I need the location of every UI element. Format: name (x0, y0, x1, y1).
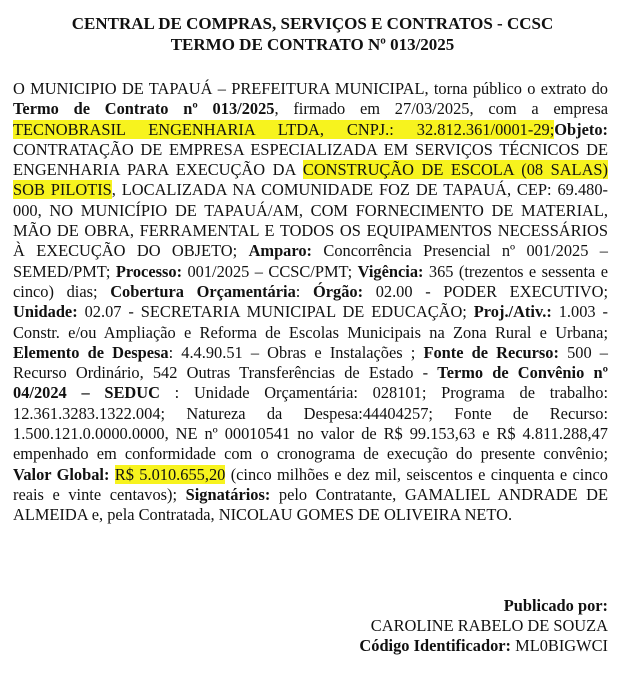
signed-text: , firmado em 27/03/2025, com a empresa (274, 99, 608, 119)
projativ-text: 1.003 - Constr. e/ou Ampliação e Reforma de Escolas Municipais na Zona Rural e Urbana; (13, 302, 608, 342)
identifier-line (359, 636, 608, 656)
cobertura-sep: : (295, 281, 313, 301)
company-highlight: TECNOBRASIL ENGENHARIA LTDA, CNPJ.: 32.812.361/0001-29 (13, 119, 550, 139)
valor-highlight: R$ 5.010.655,20 (114, 464, 226, 484)
objeto-label: Objeto: (554, 119, 608, 139)
projativ-label: Proj./Ativ.: (473, 302, 552, 322)
unidade-label: Unidade: (13, 302, 78, 322)
convenio-text: : Unidade Orçamentária: 028101; Programa de trabalho: 12.361.3283.1322.004; Natureza da Despesa:44404257; Fonte de Recurso: 1.500.121.0.0000.0000, NE nº 00010541 no valor de R$ 99.153,63 e R$ 4.811.288,47 empenhado em conformidade com o cronograma de execução do presente convênio; (13, 383, 608, 464)
valor-space (109, 465, 114, 484)
valor-text: (cinco milhões e dez mil, seiscentos e cinquenta e cinco reais e vinte centavos); (13, 464, 608, 504)
orgao-text: 02.00 - PODER EXECUTIVO; (363, 281, 609, 301)
signature-block (359, 596, 608, 656)
valor-label: Valor Global: (13, 464, 110, 484)
processo-label: Processo: (115, 261, 183, 281)
amparo-label: Amparo: (248, 241, 313, 261)
vigencia-label: Vigência: (357, 261, 424, 281)
contract-title: TERMO DE CONTRATO Nº 013/2025 (170, 35, 455, 54)
unidade-text: 02.07 - SECRETARIA MUNICIPAL DE EDUCAÇÃO; (77, 302, 474, 322)
orgao-label: Órgão: (312, 281, 364, 301)
document-header (0, 13, 625, 55)
publisher-name: CAROLINE RABELO DE SOUZA (370, 616, 608, 635)
identifier-label: Código Identificador: (359, 636, 512, 655)
signatarios-label: Signatários: (185, 484, 271, 504)
amparo-text: Concorrência Presencial nº 001/2025 – SEMED/PMT; (13, 241, 608, 281)
intro-text: O MUNICIPIO DE TAPAUÁ – PREFEITURA MUNICIPAL, torna público o extrato do (13, 79, 608, 98)
cobertura-label: Cobertura Orçamentária (110, 281, 296, 301)
fonte-label: Fonte de Recurso: (423, 342, 559, 362)
contract-extract-body (13, 79, 608, 526)
elemento-text: : 4.4.90.51 – Obras e Instalações ; (168, 342, 424, 362)
company-semicolon: ; (549, 119, 555, 139)
signatarios-text: pelo Contratante, GAMALIEL ANDRADE DE ALMEIDA e, pela Contratada, NICOLAU GOMES DE OLIVEIRA NETO. (13, 484, 608, 525)
vigencia-text: 365 (trezentos e sessenta e cinco) dias; (13, 261, 609, 301)
objeto-text-2: , LOCALIZADA NA COMUNIDADE FOZ DE TAPAUÁ, CEP: 69.480-000, NO MUNICÍPIO DE TAPAUÁ/AM, COM FORNECIMENTO DE MATERIAL, MÃO DE OBRA, FERRAMENTAL E TODOS OS EQUIPAMENTOS NECESSÁRIOS À EXECUÇÃO DO OBJETO; (13, 180, 608, 261)
elemento-label: Elemento de Despesa (13, 342, 169, 362)
convenio-label: Termo de Convênio nº 04/2024 – SEDUC (13, 363, 608, 403)
objeto-text-1: CONTRATAÇÃO DE EMPRESA ESPECIALIZADA EM SERVIÇOS TÉCNICOS DE ENGENHARIA PARA EXECUÇÃO DA (13, 139, 608, 180)
identifier-value: ML0BIGWCI (511, 636, 608, 655)
contract-label: Termo de Contrato nº 013/2025 (13, 99, 275, 119)
fonte-text: 500 – Recurso Ordinário, 542 Outras Transferências de Estado - (13, 342, 609, 383)
processo-text: 001/2025 – CCSC/PMT; (182, 261, 358, 281)
agency-title: CENTRAL DE COMPRAS, SERVIÇOS E CONTRATOS - CCSC (71, 14, 554, 33)
published-by-label: Publicado por: (503, 596, 608, 615)
objeto-highlight: CONSTRUÇÃO DE ESCOLA (08 SALAS) SOB PILOTIS (13, 160, 608, 200)
